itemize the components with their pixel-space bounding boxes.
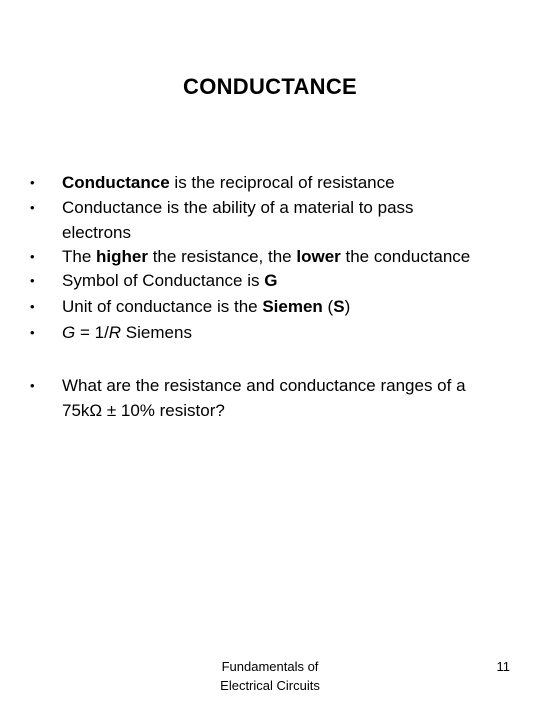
bullet-text-run: G (264, 271, 278, 290)
bullet-marker: • (30, 200, 35, 215)
bullet-text-run: ) (344, 297, 351, 316)
bullet-text (62, 244, 522, 269)
bullet-marker: • (30, 325, 35, 340)
bullet-text-run: Siemen (262, 297, 323, 316)
bullet-text-run: higher (96, 247, 148, 266)
bullet-text (62, 170, 522, 195)
slide-title: CONDUCTANCE (183, 74, 357, 99)
bullet-text-run: the resistance, the (147, 247, 297, 266)
bullet-text-run: R (108, 323, 122, 342)
bullet-text-run: Siemens (121, 323, 192, 342)
bullet-text-run: S (333, 297, 345, 316)
bullet-text (62, 294, 522, 319)
bullet-text-run: G (62, 323, 76, 342)
bullet-text (62, 320, 522, 345)
bullet-text (62, 373, 502, 423)
bullet-text-run: Unit of conductance is the (62, 297, 263, 316)
bullet-text-run: Conductance (62, 173, 170, 192)
bullet-text-run: Conductance is the ability of a material to pass electrons (62, 198, 414, 242)
footer-line-2: Electrical Circuits (220, 678, 320, 693)
bullet-text-run: The (62, 247, 97, 266)
page-number: 11 (496, 659, 510, 674)
bullet-text-run: the conductance (340, 247, 471, 266)
footer-course-title (190, 657, 350, 695)
footer-line-1: Fundamentals of (221, 659, 319, 674)
bullet-marker: • (30, 249, 35, 264)
bullet-marker: • (30, 378, 35, 393)
bullet-marker: • (30, 299, 35, 314)
bullet-text-run: lower (296, 247, 341, 266)
bullet-text-run: is the reciprocal of resistance (169, 173, 395, 192)
bullet-marker: • (30, 273, 35, 288)
bullet-text-run: ( (322, 297, 334, 316)
bullet-text (62, 195, 462, 245)
bullet-text-run: = 1/ (75, 323, 109, 342)
bullet-marker: • (30, 175, 35, 190)
bullet-text-run: Symbol of Conductance is (62, 271, 265, 290)
bullet-text (62, 268, 522, 293)
bullet-text-run: What are the resistance and conductance ranges of a 75kΩ ± 10% resistor? (62, 376, 466, 420)
